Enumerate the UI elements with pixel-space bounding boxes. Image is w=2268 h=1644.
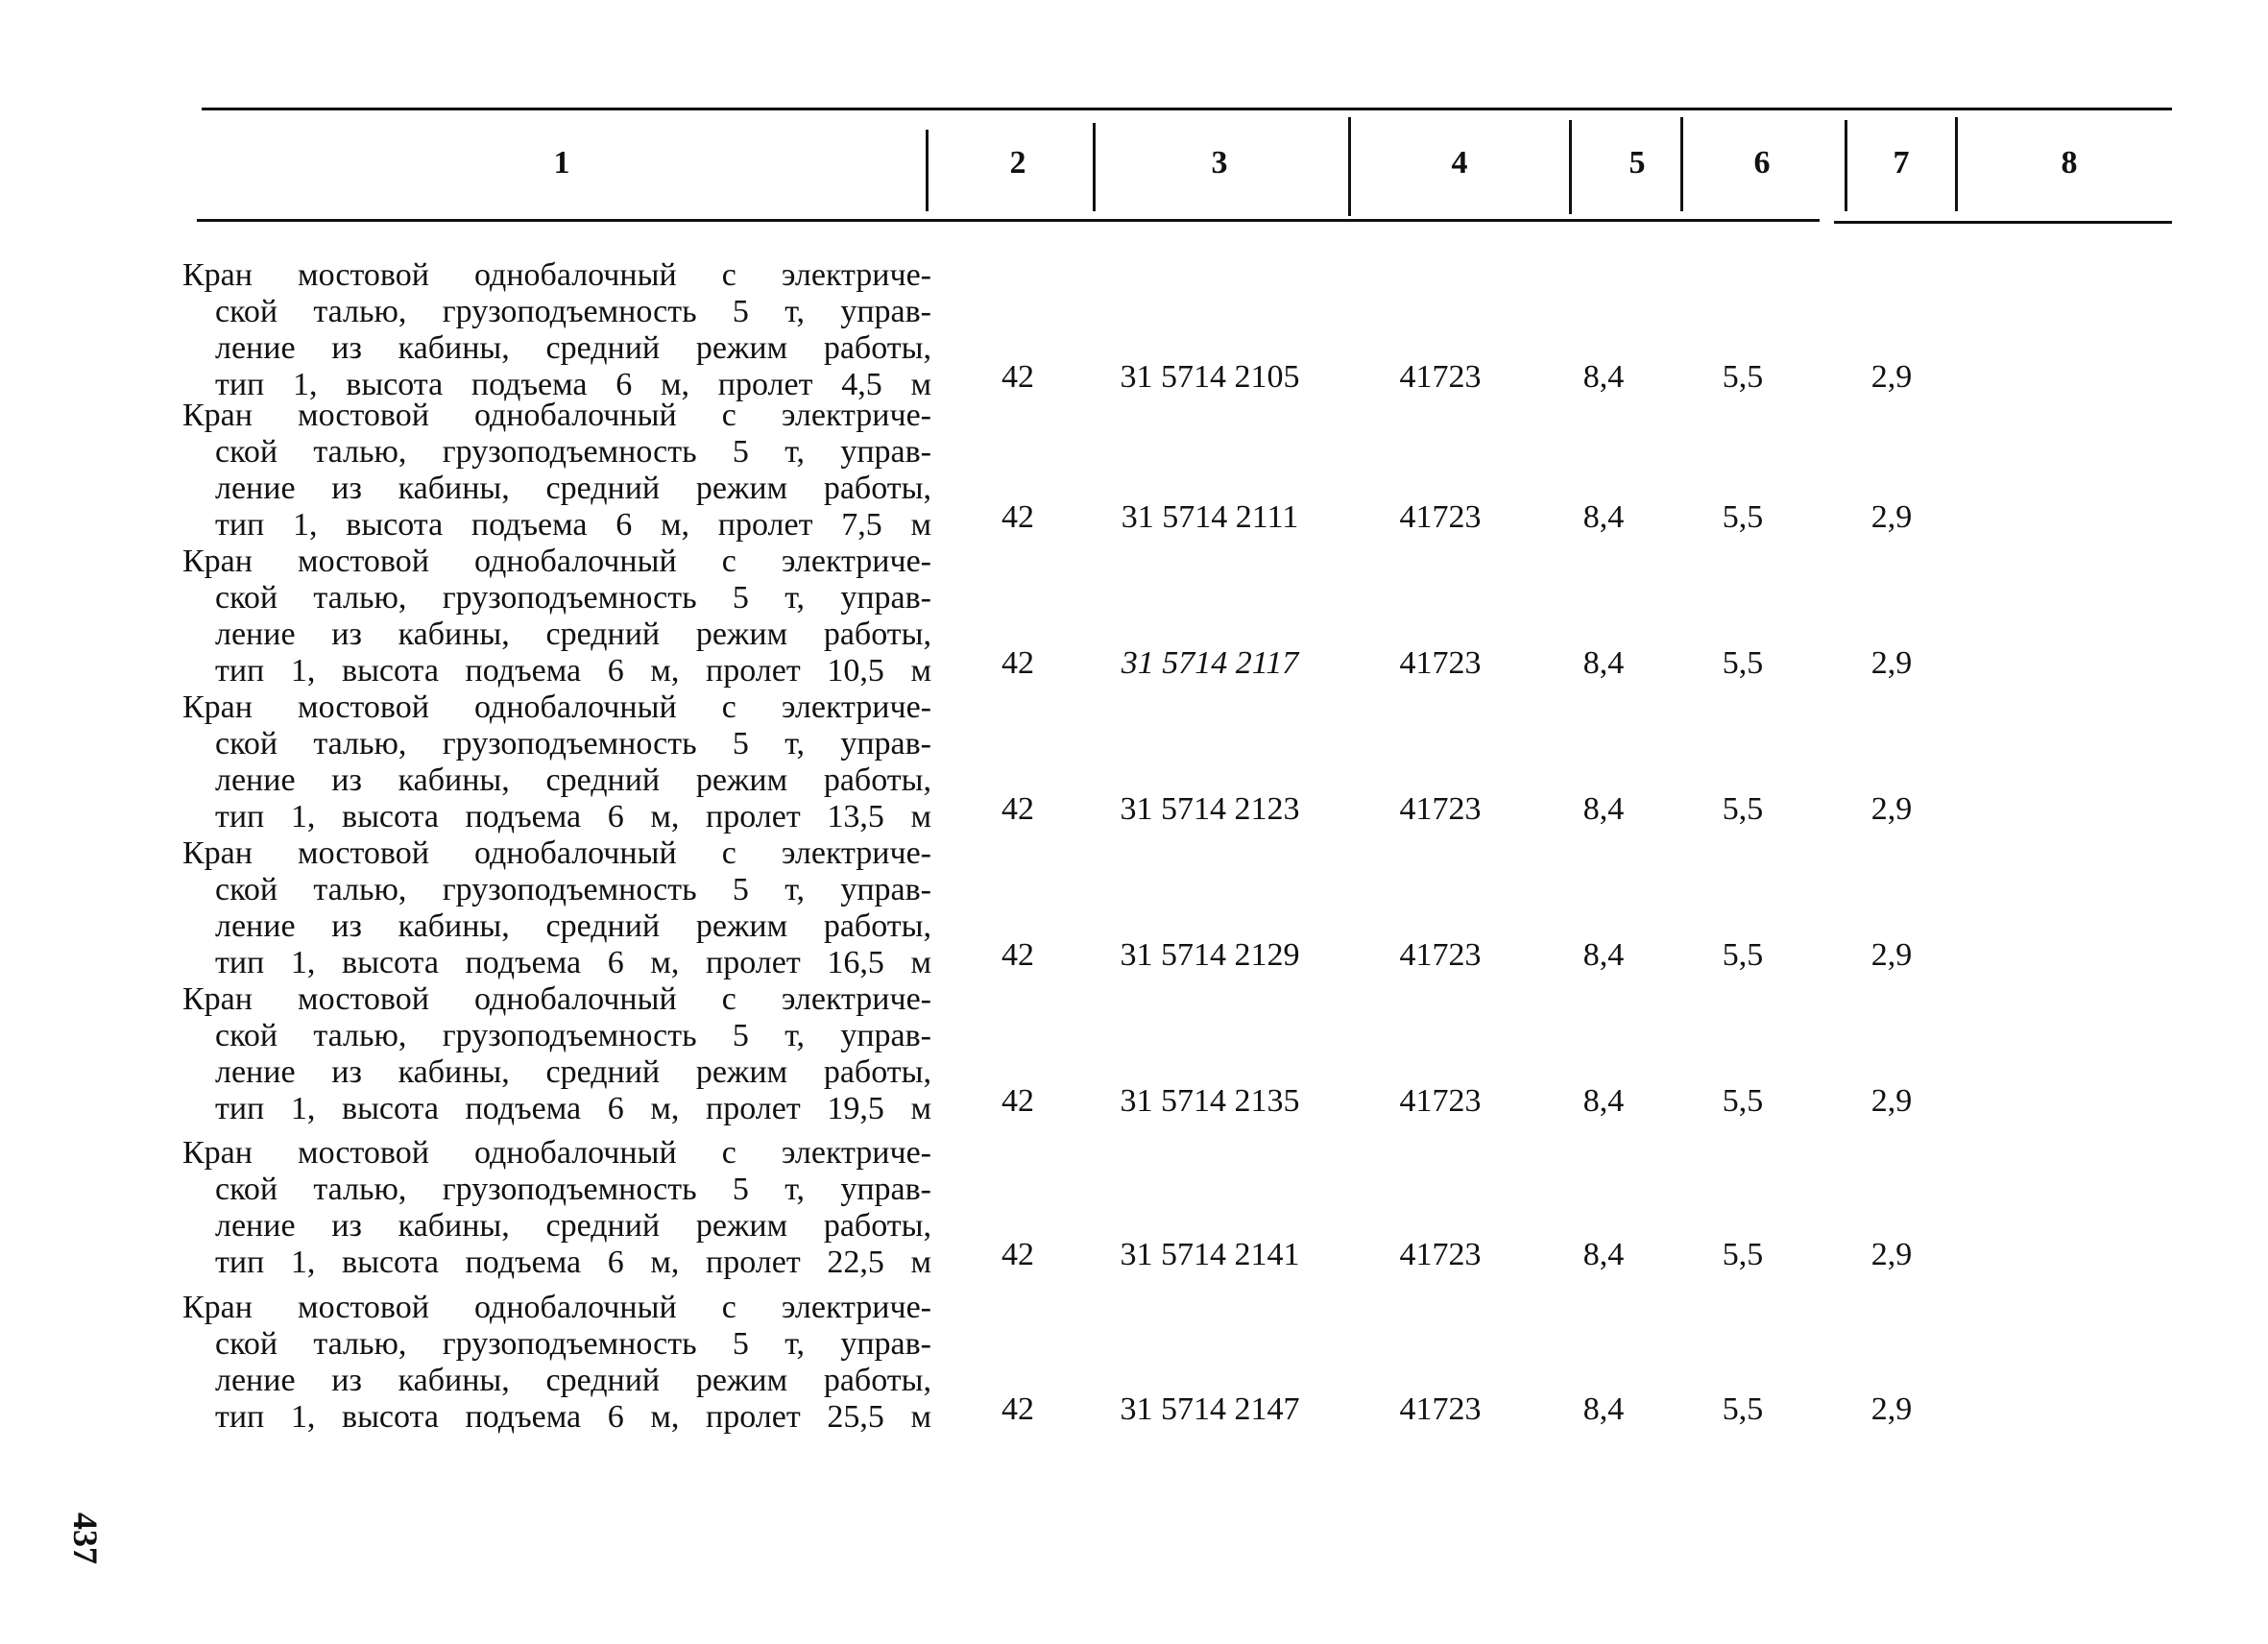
cell-col3: 31 5714 2135: [1120, 1083, 1300, 1119]
header-separator-4-5: [1569, 120, 1572, 214]
cell-col2: 42: [1001, 1083, 1034, 1119]
description-line: ской талью, грузоподъемность 5 т, управ-: [215, 872, 931, 907]
row-description: [182, 981, 931, 1127]
cell-col5: 8,4: [1582, 1391, 1625, 1427]
description-line: ление из кабины, средний режим работы,: [215, 1054, 931, 1090]
header-separator-5-6: [1680, 117, 1683, 211]
description-line: ление из кабины, средний режим работы,: [215, 1363, 931, 1398]
cell-col7: 2,9: [1870, 1237, 1913, 1272]
description-line: Кран мостовой однобалочный с электриче-: [182, 689, 931, 725]
column-header-3: 3: [1211, 145, 1228, 181]
cell-col6: 5,5: [1722, 1391, 1764, 1427]
description-line: ской талью, грузоподъемность 5 т, управ-: [215, 1326, 931, 1362]
cell-col4: 41723: [1399, 1391, 1482, 1427]
description-line: ление из кабины, средний режим работы,: [215, 471, 931, 506]
row-description: [182, 835, 931, 981]
cell-col7: 2,9: [1870, 1083, 1913, 1119]
cell-col3: 31 5714 2117: [1121, 645, 1299, 681]
row-description: [182, 398, 931, 544]
cell-col3: 31 5714 2147: [1120, 1391, 1300, 1427]
description-line: ление из кабины, средний режим работы,: [215, 908, 931, 944]
cell-col5: 8,4: [1582, 359, 1625, 395]
description-line: Кран мостовой однобалочный с электриче-: [182, 257, 931, 293]
cell-col5: 8,4: [1582, 1237, 1625, 1272]
cell-col6: 5,5: [1722, 1083, 1764, 1119]
column-header-5: 5: [1629, 145, 1646, 181]
cell-col4: 41723: [1399, 937, 1482, 973]
cell-col2: 42: [1001, 937, 1034, 973]
header-bottom-rule-right: [1834, 221, 2172, 224]
description-line: Кран мостовой однобалочный с электриче-: [182, 544, 931, 579]
cell-col5: 8,4: [1582, 645, 1625, 681]
cell-col6: 5,5: [1722, 359, 1764, 395]
cell-col7: 2,9: [1870, 359, 1913, 395]
cell-col7: 2,9: [1870, 791, 1913, 827]
description-line: ской талью, грузоподъемность 5 т, управ-: [215, 1172, 931, 1207]
row-description: [182, 257, 931, 403]
cell-col3: 31 5714 2111: [1121, 499, 1299, 535]
header-separator-7-8: [1955, 117, 1958, 211]
cell-col4: 41723: [1399, 1083, 1482, 1119]
row-description: [182, 1290, 931, 1436]
cell-col2: 42: [1001, 791, 1034, 827]
description-line: тип 1, высота подъема 6 м, пролет 4,5 м: [215, 367, 931, 402]
description-line: тип 1, высота подъема 6 м, пролет 16,5 м: [215, 945, 931, 980]
description-line: ление из кабины, средний режим работы,: [215, 1208, 931, 1244]
cell-col3: 31 5714 2123: [1120, 791, 1300, 827]
column-header-7: 7: [1893, 145, 1910, 181]
cell-col7: 2,9: [1870, 645, 1913, 681]
cell-col4: 41723: [1399, 499, 1482, 535]
cell-col3: 31 5714 2129: [1120, 937, 1300, 973]
cell-col2: 42: [1001, 1391, 1034, 1427]
header-bottom-rule: [197, 219, 1820, 222]
description-line: ской талью, грузоподъемность 5 т, управ-: [215, 1018, 931, 1053]
description-line: ской талью, грузоподъемность 5 т, управ-: [215, 580, 931, 616]
description-line: ской талью, грузоподъемность 5 т, управ-: [215, 294, 931, 329]
cell-col7: 2,9: [1870, 499, 1913, 535]
column-header-1: 1: [553, 145, 570, 181]
header-separator-6-7: [1845, 120, 1847, 211]
description-line: тип 1, высота подъема 6 м, пролет 13,5 м: [215, 799, 931, 834]
cell-col3: 31 5714 2141: [1120, 1237, 1300, 1272]
column-header-8: 8: [2061, 145, 2078, 181]
header-separator-2-3: [1093, 123, 1096, 211]
description-line: Кран мостовой однобалочный с электриче-: [182, 398, 931, 433]
description-line: тип 1, высота подъема 6 м, пролет 10,5 м: [215, 653, 931, 689]
cell-col7: 2,9: [1870, 937, 1913, 973]
description-line: ление из кабины, средний режим работы,: [215, 330, 931, 366]
cell-col5: 8,4: [1582, 1083, 1625, 1119]
description-line: тип 1, высота подъема 6 м, пролет 19,5 м: [215, 1091, 931, 1126]
cell-col5: 8,4: [1582, 791, 1625, 827]
cell-col6: 5,5: [1722, 937, 1764, 973]
description-line: Кран мостовой однобалочный с электриче-: [182, 1290, 931, 1325]
cell-col6: 5,5: [1722, 499, 1764, 535]
description-line: Кран мостовой однобалочный с электриче-: [182, 981, 931, 1017]
cell-col5: 8,4: [1582, 499, 1625, 535]
description-line: ской талью, грузоподъемность 5 т, управ-: [215, 434, 931, 470]
description-line: тип 1, высота подъема 6 м, пролет 22,5 м: [215, 1245, 931, 1280]
cell-col2: 42: [1001, 359, 1034, 395]
header-top-rule: [202, 108, 2172, 110]
cell-col7: 2,9: [1870, 1391, 1913, 1427]
row-description: [182, 544, 931, 689]
cell-col6: 5,5: [1722, 645, 1764, 681]
description-line: ление из кабины, средний режим работы,: [215, 616, 931, 652]
cell-col4: 41723: [1399, 359, 1482, 395]
cell-col4: 41723: [1399, 1237, 1482, 1272]
cell-col4: 41723: [1399, 645, 1482, 681]
cell-col4: 41723: [1399, 791, 1482, 827]
description-line: тип 1, высота подъема 6 м, пролет 25,5 м: [215, 1399, 931, 1435]
cell-col2: 42: [1001, 1237, 1034, 1272]
page-number: 437: [66, 1512, 105, 1564]
cell-col5: 8,4: [1582, 937, 1625, 973]
header-separator-1-2: [926, 130, 929, 211]
column-header-6: 6: [1753, 145, 1771, 181]
row-description: [182, 689, 931, 835]
cell-col3: 31 5714 2105: [1120, 359, 1300, 395]
description-line: Кран мостовой однобалочный с электриче-: [182, 1135, 931, 1171]
column-header-4: 4: [1451, 145, 1468, 181]
description-line: ской талью, грузоподъемность 5 т, управ-: [215, 726, 931, 762]
cell-col2: 42: [1001, 499, 1034, 535]
cell-col6: 5,5: [1722, 1237, 1764, 1272]
description-line: Кран мостовой однобалочный с электриче-: [182, 835, 931, 871]
header-separator-3-4: [1348, 117, 1351, 216]
cell-col2: 42: [1001, 645, 1034, 681]
column-header-2: 2: [1009, 145, 1026, 181]
row-description: [182, 1135, 931, 1281]
description-line: ление из кабины, средний режим работы,: [215, 762, 931, 798]
description-line: тип 1, высота подъема 6 м, пролет 7,5 м: [215, 507, 931, 543]
cell-col6: 5,5: [1722, 791, 1764, 827]
